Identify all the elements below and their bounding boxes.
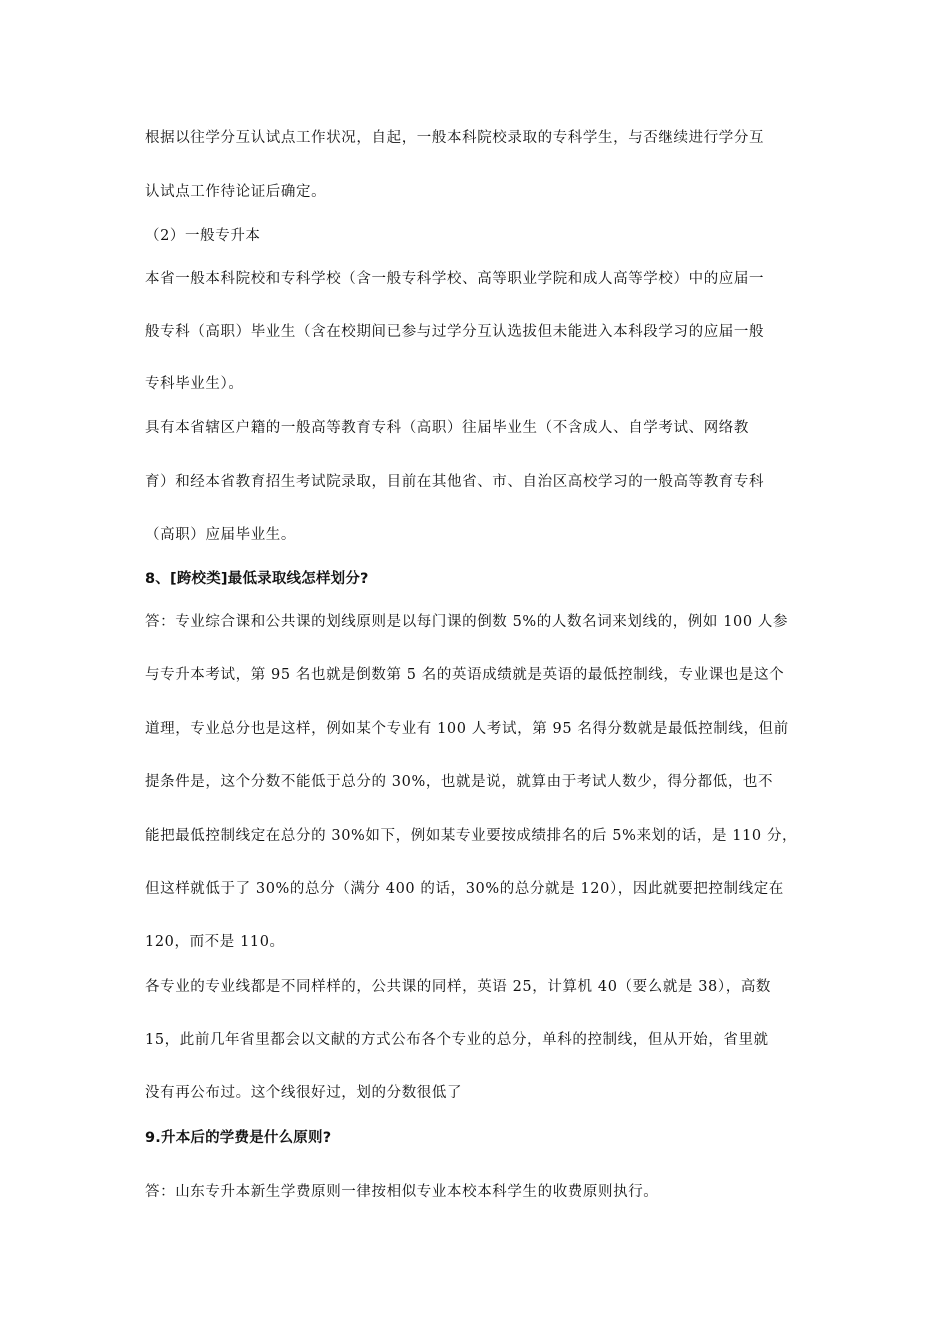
section-heading-9: 9.升本后的学费是什么原则? <box>145 1130 332 1146</box>
paragraph-line: （高职）应届毕业生。 <box>145 527 296 543</box>
section-heading-8: 8、[跨校类]最低录取线怎样划分? <box>145 571 369 587</box>
paragraph-line: 能把最低控制线定在总分的 30%如下，例如某专业要按成绩排名的后 5%来划的话，是 110 分， <box>145 828 798 844</box>
paragraph-line: 认试点工作待论证后确定。 <box>145 184 327 200</box>
paragraph-line: 15，此前几年省里都会以文献的方式公布各个专业的总分，单科的控制线，但从开始，省里就 <box>145 1032 769 1048</box>
paragraph-line: 但这样就低于了 30%的总分（满分 400 的话，30%的总分就是 120），因此就要把控制线定在 <box>145 881 784 897</box>
paragraph-line: 般专科（高职）毕业生（含在校期间已参与过学分互认选拔但未能进入本科段学习的应届一般 <box>145 324 765 340</box>
paragraph-line: 没有再公布过。这个线很好过，划的分数很低了 <box>145 1085 463 1101</box>
paragraph-line: 道理，专业总分也是这样，例如某个专业有 100 人考试，第 95 名得分数就是最低控制线，但前 <box>145 721 789 737</box>
paragraph-line: 根据以往学分互认试点工作状况，自起，一般本科院校录取的专科学生，与否继续进行学分互 <box>145 130 765 146</box>
paragraph-line: 提条件是，这个分数不能低于总分的 30%，也就是说，就算由于考试人数少，得分都低，也不 <box>145 774 774 790</box>
paragraph-line: 答：山东专升本新生学费原则一律按相似专业本校本科学生的收费原则执行。 <box>145 1184 659 1200</box>
paragraph-line: 具有本省辖区户籍的一般高等教育专科（高职）往届毕业生（不含成人、自学考试、网络教 <box>145 420 749 436</box>
paragraph-line: 专科毕业生）。 <box>145 376 244 392</box>
paragraph-line: 120，而不是 110。 <box>145 934 285 950</box>
paragraph-line: 各专业的专业线都是不同样样的，公共课的同样，英语 25，计算机 40（要么就是 38），高数 <box>145 979 772 995</box>
paragraph-line: 与专升本考试，第 95 名也就是倒数第 5 名的英语成绩就是英语的最低控制线，专业课也是这个 <box>145 667 785 683</box>
paragraph-line: 育）和经本省教育招生考试院录取，目前在其他省、市、自治区高校学习的一般高等教育专科 <box>145 474 765 490</box>
paragraph-line: 答：专业综合课和公共课的划线原则是以每门课的倒数 5%的人数名词来划线的，例如 100 人参 <box>145 614 789 630</box>
subheading: （2）一般专升本 <box>145 228 261 244</box>
paragraph-line: 本省一般本科院校和专科学校（含一般专科学校、高等职业学院和成人高等学校）中的应届一 <box>145 271 765 287</box>
